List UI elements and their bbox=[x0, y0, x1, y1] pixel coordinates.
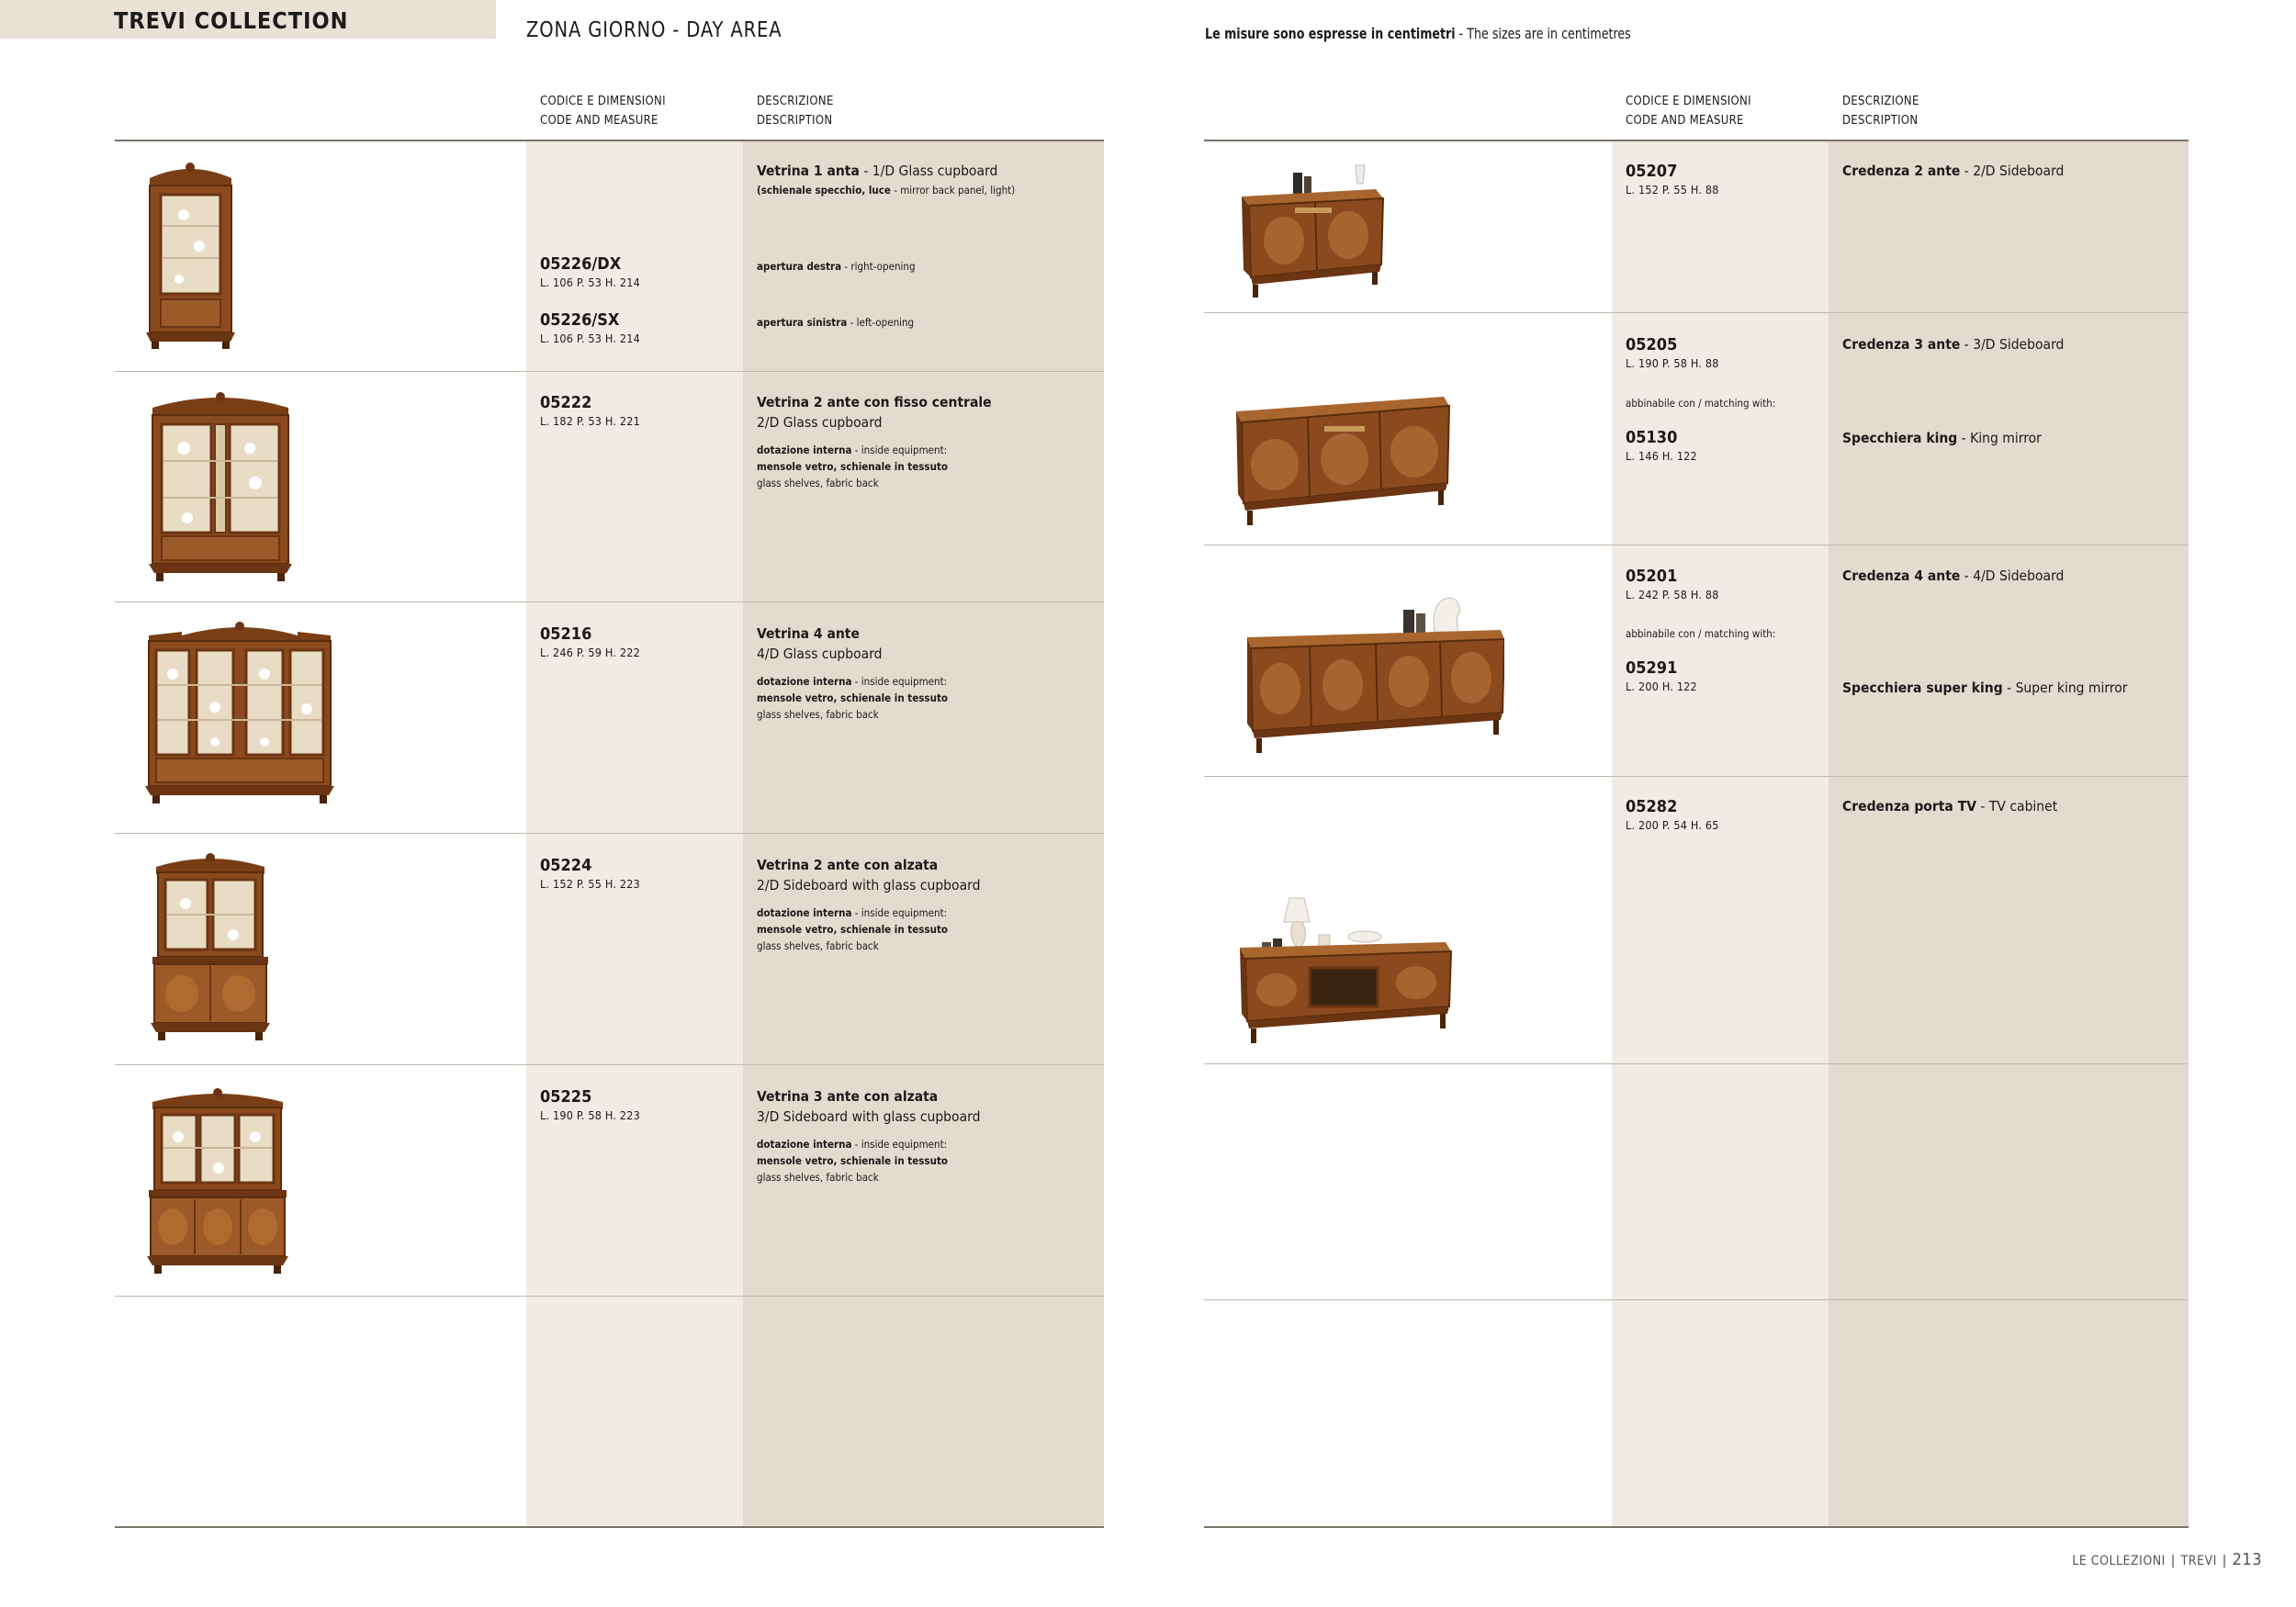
rr2-title2: Specchiera king - King mirror bbox=[1842, 430, 2042, 446]
collection-title: TREVI COLLECTION bbox=[114, 7, 349, 34]
collection-tab bbox=[0, 0, 496, 39]
r4-code-block bbox=[540, 857, 640, 892]
product-code: 05224 bbox=[540, 856, 592, 875]
left-row-divider bbox=[115, 371, 1104, 372]
glass-cupboard-2d-image bbox=[147, 391, 294, 582]
measures-note: Le misure sono espresse in centimetri - The sizes are in centimetres bbox=[1205, 25, 1631, 42]
product-dimensions: L. 242 P. 58 H. 88 bbox=[1626, 588, 1719, 601]
r1-title: Vetrina 1 anta - 1/D Glass cupboard bbox=[757, 163, 998, 179]
right-row-divider bbox=[1204, 312, 2189, 313]
product-code: 05216 bbox=[540, 624, 592, 644]
left-bottom-rule bbox=[115, 1526, 1104, 1528]
rr2-title: Credenza 3 ante - 3/D Sideboard bbox=[1842, 336, 2065, 353]
page-footer: LE COLLEZIONI | TREVI | 213 bbox=[2072, 1550, 2262, 1569]
desc-title-it: Vetrina 3 ante con alzata bbox=[757, 1088, 939, 1105]
rr2-code2-block bbox=[1626, 429, 1697, 464]
left-desc-header: DESCRIZIONE DESCRIPTION bbox=[757, 95, 834, 128]
r3-code-block bbox=[540, 625, 640, 660]
product-dimensions: L. 246 P. 59 H. 222 bbox=[540, 646, 640, 659]
product-code: 05282 bbox=[1626, 797, 1678, 816]
left-row-divider bbox=[115, 1064, 1104, 1065]
r1-code-a-block bbox=[540, 255, 640, 290]
left-header-rule bbox=[115, 140, 1104, 141]
product-code: 05225 bbox=[540, 1087, 592, 1107]
right-row-divider bbox=[1204, 1063, 2189, 1064]
product-dimensions: L. 106 P. 53 H. 214 bbox=[540, 332, 640, 345]
r4-desc-block bbox=[757, 855, 980, 954]
sideboard-4d-image bbox=[1242, 593, 1504, 755]
left-row-divider bbox=[115, 1296, 1104, 1297]
rr2-matching-note: abbinabile con / matching with: bbox=[1626, 397, 1776, 410]
product-dimensions: L. 182 P. 53 H. 221 bbox=[540, 414, 640, 428]
footer-collezioni: LE COLLEZIONI bbox=[2072, 1554, 2166, 1568]
rr1-code-block bbox=[1626, 163, 1719, 197]
equipment-note: dotazione interna - inside equipment: mensole vetro, schienale in tessuto glass shelves, fabric back bbox=[757, 675, 948, 721]
r1-code-b-block bbox=[540, 311, 640, 346]
right-row-divider bbox=[1204, 776, 2189, 777]
product-code: 05201 bbox=[1626, 567, 1678, 586]
product-dimensions: L. 200 P. 54 H. 65 bbox=[1626, 818, 1719, 832]
rr4-title: Credenza porta TV - TV cabinet bbox=[1842, 798, 2058, 815]
glass-cupboard-4d-image bbox=[145, 621, 334, 804]
right-code-header: CODICE E DIMENSIONI CODE AND MEASURE bbox=[1626, 95, 1751, 128]
desc-title-it: Vetrina 2 ante con alzata bbox=[757, 857, 939, 873]
section-title: ZONA GIORNO - DAY AREA bbox=[526, 18, 782, 42]
product-code: 05226/SX bbox=[540, 310, 620, 330]
rr1-title: Credenza 2 ante - 2/D Sideboard bbox=[1842, 163, 2065, 179]
rr3-matching-note: abbinabile con / matching with: bbox=[1626, 627, 1776, 640]
tv-cabinet-image bbox=[1236, 891, 1453, 1047]
desc-title-it: Vetrina 2 ante con fisso centrale bbox=[757, 394, 992, 410]
sideboard-3d-image bbox=[1232, 393, 1453, 529]
sideboard-with-glass-cupboard-2d-image bbox=[149, 852, 272, 1041]
left-row-divider bbox=[115, 833, 1104, 834]
right-header-rule bbox=[1204, 140, 2189, 141]
right-desc-header: DESCRIZIONE DESCRIPTION bbox=[1842, 95, 1919, 128]
product-dimensions: L. 190 P. 58 H. 223 bbox=[540, 1108, 640, 1122]
r2-code-block bbox=[540, 394, 640, 429]
page-number: 213 bbox=[2232, 1550, 2262, 1569]
product-code: 05207 bbox=[1626, 162, 1678, 181]
rr3-title: Credenza 4 ante - 4/D Sideboard bbox=[1842, 568, 2065, 584]
equipment-note: dotazione interna - inside equipment: mensole vetro, schienale in tessuto glass shelves, fabric back bbox=[757, 906, 948, 952]
left-row-divider bbox=[115, 601, 1104, 602]
r5-code-block bbox=[540, 1088, 640, 1123]
product-dimensions: L. 152 P. 55 H. 223 bbox=[540, 877, 640, 891]
product-code: 05291 bbox=[1626, 658, 1678, 678]
product-dimensions: L. 152 P. 55 H. 88 bbox=[1626, 183, 1719, 197]
sideboard-2d-image bbox=[1238, 163, 1387, 301]
rr4-code-block bbox=[1626, 798, 1719, 833]
product-dimensions: L. 106 P. 53 H. 214 bbox=[540, 275, 640, 289]
left-code-header: CODICE E DIMENSIONI CODE AND MEASURE bbox=[540, 95, 666, 128]
product-code: 05130 bbox=[1626, 428, 1678, 447]
product-dimensions: L. 200 H. 122 bbox=[1626, 680, 1697, 693]
rr3-title2: Specchiera super king - Super king mirror bbox=[1842, 680, 2128, 696]
r1-opening-a: apertura destra - right-opening bbox=[757, 260, 916, 273]
product-dimensions: L. 146 H. 122 bbox=[1626, 449, 1697, 463]
r2-desc-block bbox=[757, 392, 992, 491]
product-dimensions: L. 190 P. 58 H. 88 bbox=[1626, 356, 1719, 370]
footer-trevi: TREVI bbox=[2180, 1554, 2217, 1568]
product-code: 05226/DX bbox=[540, 254, 622, 274]
product-code: 05222 bbox=[540, 393, 592, 412]
r1-opening-b: apertura sinistra - left-opening bbox=[757, 316, 915, 329]
equipment-note: dotazione interna - inside equipment: mensole vetro, schienale in tessuto glass shelves, fabric back bbox=[757, 444, 948, 489]
glass-cupboard-1d-image bbox=[142, 162, 239, 350]
product-code: 05205 bbox=[1626, 335, 1678, 354]
sideboard-with-glass-cupboard-3d-image bbox=[145, 1087, 290, 1275]
desc-title-it: Vetrina 4 ante bbox=[757, 625, 860, 642]
r1-note: (schienale specchio, luce - mirror back panel, light) bbox=[757, 184, 1016, 197]
rr3-code2-block bbox=[1626, 659, 1697, 694]
right-bottom-rule bbox=[1204, 1526, 2189, 1528]
r3-desc-block bbox=[757, 624, 948, 723]
right-row-divider bbox=[1204, 1299, 2189, 1300]
rr3-code-block bbox=[1626, 568, 1719, 602]
desc-title-en: 2/D Glass cupboard bbox=[757, 414, 883, 431]
desc-title-en: 3/D Sideboard with glass cupboard bbox=[757, 1108, 981, 1125]
rr2-code-block bbox=[1626, 336, 1719, 371]
desc-title-en: 4/D Glass cupboard bbox=[757, 646, 883, 662]
desc-title-en: 2/D Sideboard with glass cupboard bbox=[757, 877, 981, 893]
r5-desc-block bbox=[757, 1086, 980, 1186]
equipment-note: dotazione interna - inside equipment: mensole vetro, schienale in tessuto glass shelves, fabric back bbox=[757, 1138, 948, 1184]
